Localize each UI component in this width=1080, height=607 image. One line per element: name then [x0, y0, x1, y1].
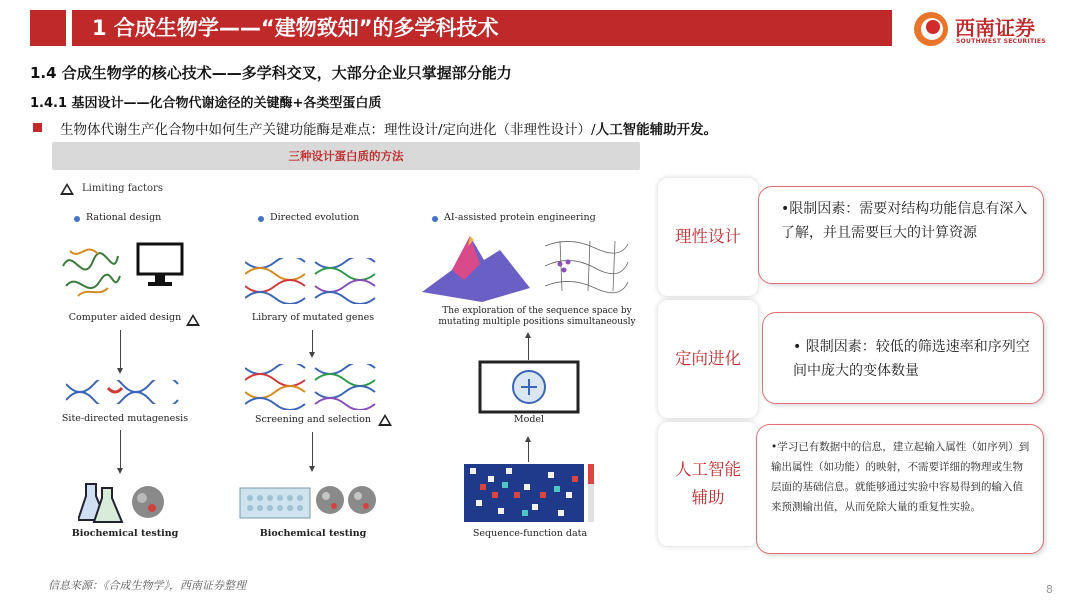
limiting-factor-triangle-icon — [186, 314, 200, 326]
arrow-head-icon — [117, 368, 123, 374]
dna-helix-icon — [66, 380, 182, 404]
bullet-text-bold: 人工智能辅助开发。 — [595, 122, 718, 138]
header-accent-block — [30, 10, 66, 46]
flow-arrow — [528, 442, 529, 462]
subsection-heading: 1.4.1 基因设计——化合物代谢途径的关键酶+各类型蛋白质 — [30, 96, 382, 111]
method-desc-rational: •限制因素：需要对结构功能信息有深入了解，并且需要巨大的计算资源 — [758, 186, 1044, 284]
arrow-head-icon — [309, 352, 315, 358]
section-heading: 1.4 合成生物学的核心技术——多学科交叉，大部分企业只掌握部分能力 — [30, 64, 512, 82]
logo-icon-dot — [926, 20, 940, 34]
col3-step2-label: Model — [513, 414, 545, 425]
model-monitor-icon — [478, 360, 580, 422]
sequence-function-heatmap-icon — [462, 462, 598, 524]
method-label-ai — [658, 422, 758, 546]
col3-step1-line2: mutating multiple positions simultaneously — [438, 317, 636, 327]
header-divider — [66, 10, 72, 46]
flow-arrow — [528, 338, 529, 360]
col1-heading: Rational design — [86, 212, 162, 223]
flow-arrow — [312, 330, 313, 354]
col2-step3-label: Biochemical testing — [259, 528, 367, 539]
col3-step3-label: Sequence-function data — [472, 528, 588, 539]
method-label-directed — [658, 300, 758, 418]
bullet-text-plain: 生物体代谢生产化合物中如何生产关键功能酶是难点：理性设计/定向进化（非理性设计）/ — [60, 122, 596, 138]
method-label-line2: 辅助 — [691, 488, 725, 507]
col3-step1-line1: The exploration of the sequence space by — [442, 306, 632, 316]
bullet-square-icon — [33, 123, 42, 132]
mutated-gene-library-icon — [245, 258, 379, 304]
logo-text-cn: 西南证券 — [955, 16, 1035, 40]
page-number: 8 — [1046, 583, 1053, 596]
col3-heading: AI-assisted protein engineering — [444, 212, 596, 223]
arrow-head-icon — [309, 466, 315, 472]
flow-arrow — [120, 430, 121, 470]
page-title: 1 合成生物学——“建物致知”的多学科技术 — [92, 16, 499, 40]
protein-structure-icon — [58, 236, 188, 306]
column-bullet-icon — [258, 216, 264, 222]
method-desc-ai: •学习已有数据中的信息，建立起输入属性（如序列）到输出属性（如功能）的映射，不需要详细的物理或生物层面的基础信息。就能够通过实验中容易得到的输入值来预测输出值，从而免除大量的重复性实验。 — [756, 424, 1044, 554]
col2-step1-label: Library of mutated genes — [251, 312, 375, 323]
figure-title: 三种设计蛋白质的方法 — [52, 142, 640, 170]
logo-text-en: SOUTHWEST SECURITIES — [956, 38, 1046, 45]
limiting-factor-triangle-icon — [378, 414, 392, 426]
lab-flask-icon — [78, 480, 168, 526]
col2-step2-label: Screening and selection — [254, 414, 372, 425]
method-desc-directed: • 限制因素：较低的筛选速率和序列空间中庞大的变体数量 — [762, 312, 1044, 404]
column-bullet-icon — [74, 216, 80, 222]
column-bullet-icon — [432, 216, 438, 222]
method-label-line1: 定向进化 — [675, 349, 741, 368]
arrow-head-icon — [117, 468, 123, 474]
col1-step1-label: Computer aided design — [68, 312, 182, 323]
method-label-line1: 人工智能 — [675, 460, 741, 479]
flow-arrow — [312, 432, 313, 468]
col1-step3-label: Biochemical testing — [71, 528, 179, 539]
col1-step2-label: Site-directed mutagenesis — [61, 413, 189, 424]
fitness-landscape-icon — [422, 230, 532, 304]
col2-heading: Directed evolution — [270, 212, 360, 223]
screening-plate-icon — [238, 478, 378, 524]
method-label-line1: 理性设计 — [675, 227, 741, 246]
screened-gene-library-icon — [245, 364, 379, 410]
flow-arrow — [120, 330, 121, 370]
legend-limiting-factors: Limiting factors — [82, 183, 163, 194]
sequence-space-network-icon — [540, 236, 630, 296]
method-label-rational — [658, 178, 758, 296]
bullet-text — [60, 118, 717, 138]
limiting-factor-triangle-icon — [60, 183, 74, 195]
col3-step1-label — [432, 306, 642, 328]
source-note: 信息来源：《合成生物学》，西南证券整理 — [48, 579, 246, 592]
